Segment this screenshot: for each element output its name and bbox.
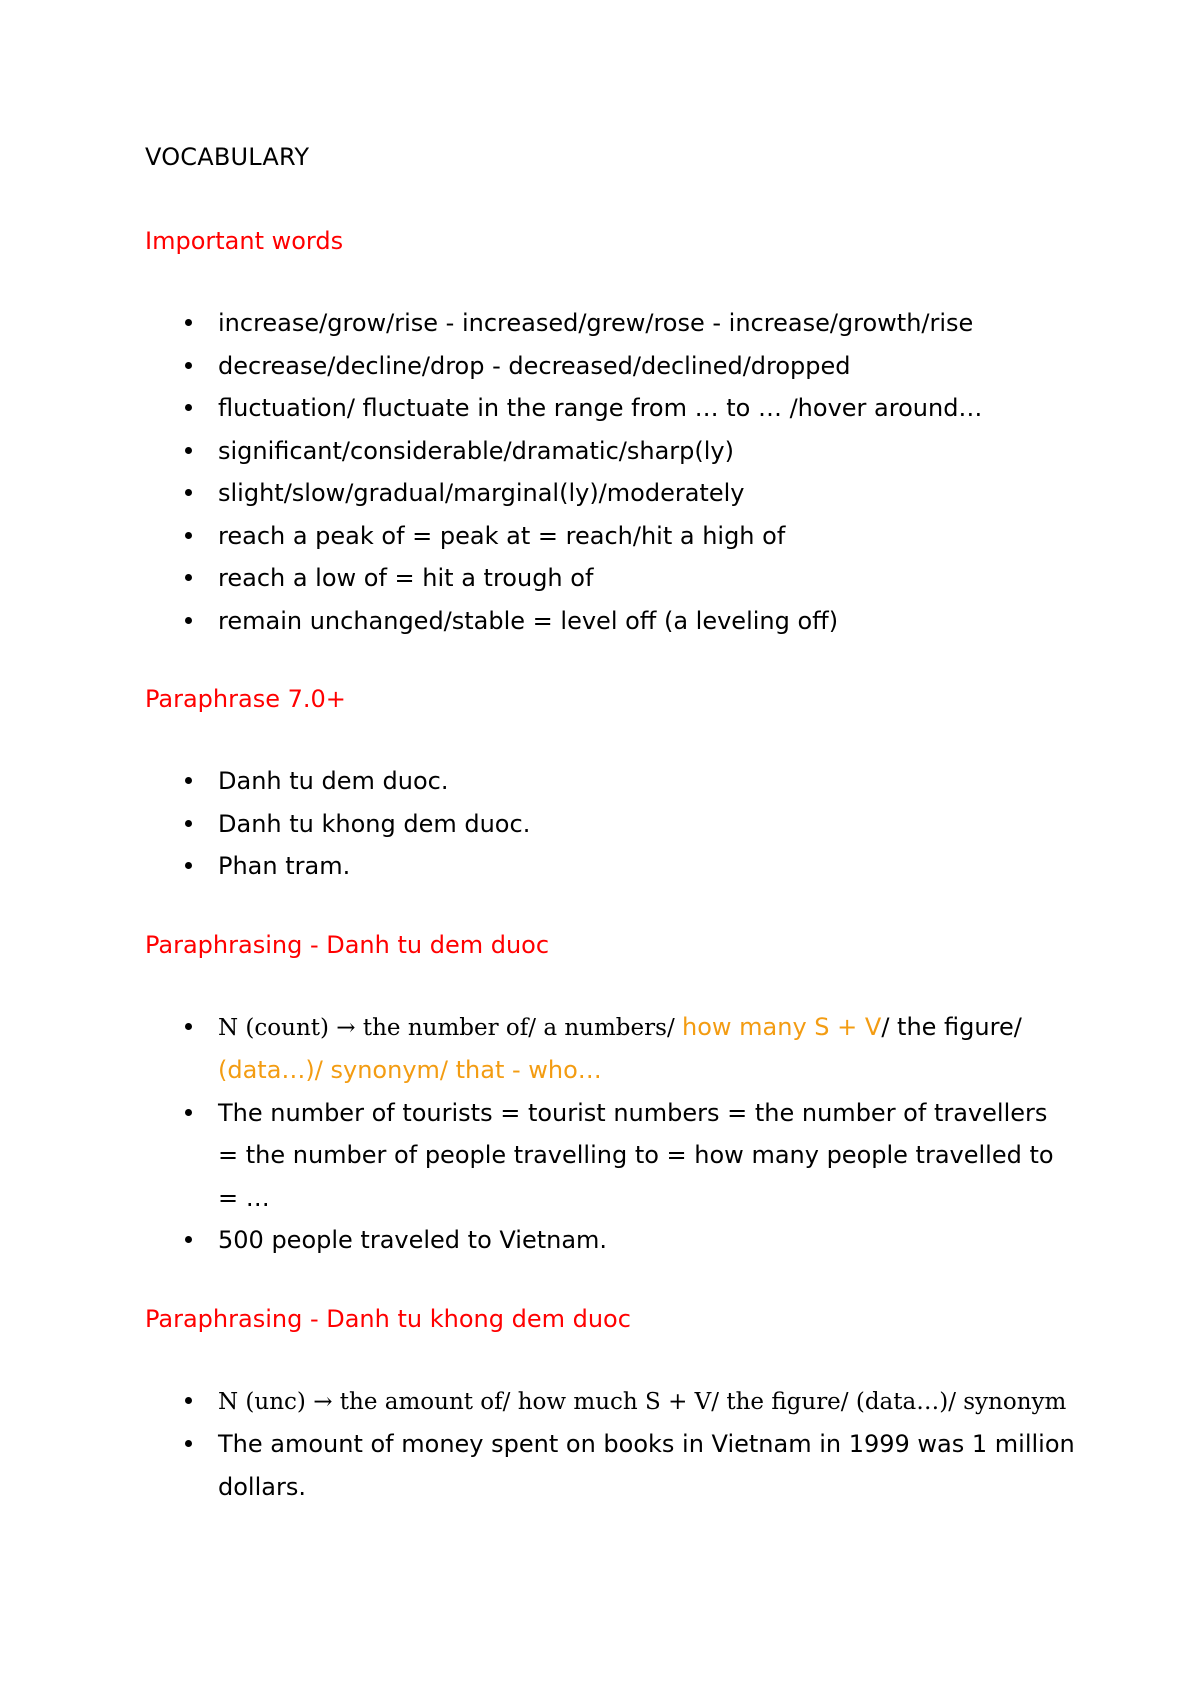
paraphrase-list (145, 760, 1075, 888)
list-item (145, 803, 1075, 846)
list-item-text: / the figure/ (881, 1012, 1022, 1041)
list-item (145, 472, 1075, 515)
list-item-text: N (unc) → the amount of/ how much S + V/ the figure/ (data…)/ synonym (218, 1388, 1067, 1415)
important-words-list (145, 302, 1075, 642)
list-item (145, 760, 1075, 803)
bullet-icon (185, 319, 192, 326)
list-item (145, 302, 1075, 345)
list-item-text: reach a low of = hit a trough of (218, 564, 594, 592)
bullet-icon (185, 1023, 192, 1030)
list-item (145, 1092, 1075, 1220)
list-item (145, 345, 1075, 388)
list-item (145, 515, 1075, 558)
list-item-text: Danh tu khong dem duoc. (218, 809, 531, 838)
bullet-icon (185, 777, 192, 784)
bullet-icon (185, 404, 192, 411)
list-item (145, 600, 1075, 643)
list-item-text: reach a peak of = peak at = reach/hit a high of (218, 521, 786, 550)
list-item-text: decrease/decline/drop - decreased/declined/dropped (218, 351, 851, 380)
list-item-text: fluctuation/ fluctuate in the range from … to … /hover around… (218, 394, 983, 422)
bullet-icon (185, 1397, 192, 1404)
list-item (145, 1423, 1075, 1508)
list-item (145, 557, 1075, 600)
section-heading-important-words: Important words (145, 227, 344, 255)
list-item-text: Danh tu dem duoc. (218, 767, 449, 795)
highlight-text: (data…)/ synonym/ that - who… (218, 1056, 602, 1084)
list-item-text: Phan tram. (218, 852, 351, 880)
list-item-text: significant/considerable/dramatic/sharp(ly) (218, 436, 734, 465)
list-item-text: increase/grow/rise - increased/grew/rose - increase/growth/rise (218, 309, 974, 337)
bullet-icon (185, 362, 192, 369)
bullet-icon (185, 532, 192, 539)
bullet-icon (185, 1236, 192, 1243)
list-item (145, 845, 1075, 888)
list-item (145, 1006, 1075, 1092)
section-heading-paraphrase: Paraphrase 7.0+ (145, 685, 346, 713)
list-item (145, 430, 1075, 473)
list-item-text: 500 people traveled to Vietnam. (218, 1226, 608, 1254)
uncountable-list (145, 1380, 1075, 1509)
list-item-text: The amount of money spent on books in Vietnam in 1999 was 1 million dollars. (218, 1430, 1075, 1501)
bullet-icon (185, 489, 192, 496)
bullet-icon (185, 617, 192, 624)
list-item-text: slight/slow/gradual/marginal(ly)/moderately (218, 479, 745, 507)
bullet-icon (185, 862, 192, 869)
document-page (145, 140, 1075, 1548)
bullet-icon (185, 1440, 192, 1447)
list-item (145, 387, 1075, 430)
section-heading-uncountable: Paraphrasing - Danh tu khong dem duoc (145, 1304, 631, 1333)
list-item-text: remain unchanged/stable = level off (a leveling off) (218, 606, 839, 635)
list-item-text: N (count) → the number of/ a numbers/ (218, 1014, 682, 1041)
list-item-text: The number of tourists = tourist numbers = the number of travellers = the number of people travelling to = how many people travelled to = … (218, 1098, 1054, 1212)
countable-list (145, 1006, 1075, 1262)
highlight-text: how many S + V (682, 1012, 882, 1041)
bullet-icon (185, 574, 192, 581)
bullet-icon (185, 1109, 192, 1116)
section-heading-countable: Paraphrasing - Danh tu dem duoc (145, 930, 550, 959)
bullet-icon (185, 447, 192, 454)
document-title: VOCABULARY (145, 143, 310, 171)
list-item (145, 1380, 1075, 1424)
list-item (145, 1219, 1075, 1262)
bullet-icon (185, 820, 192, 827)
